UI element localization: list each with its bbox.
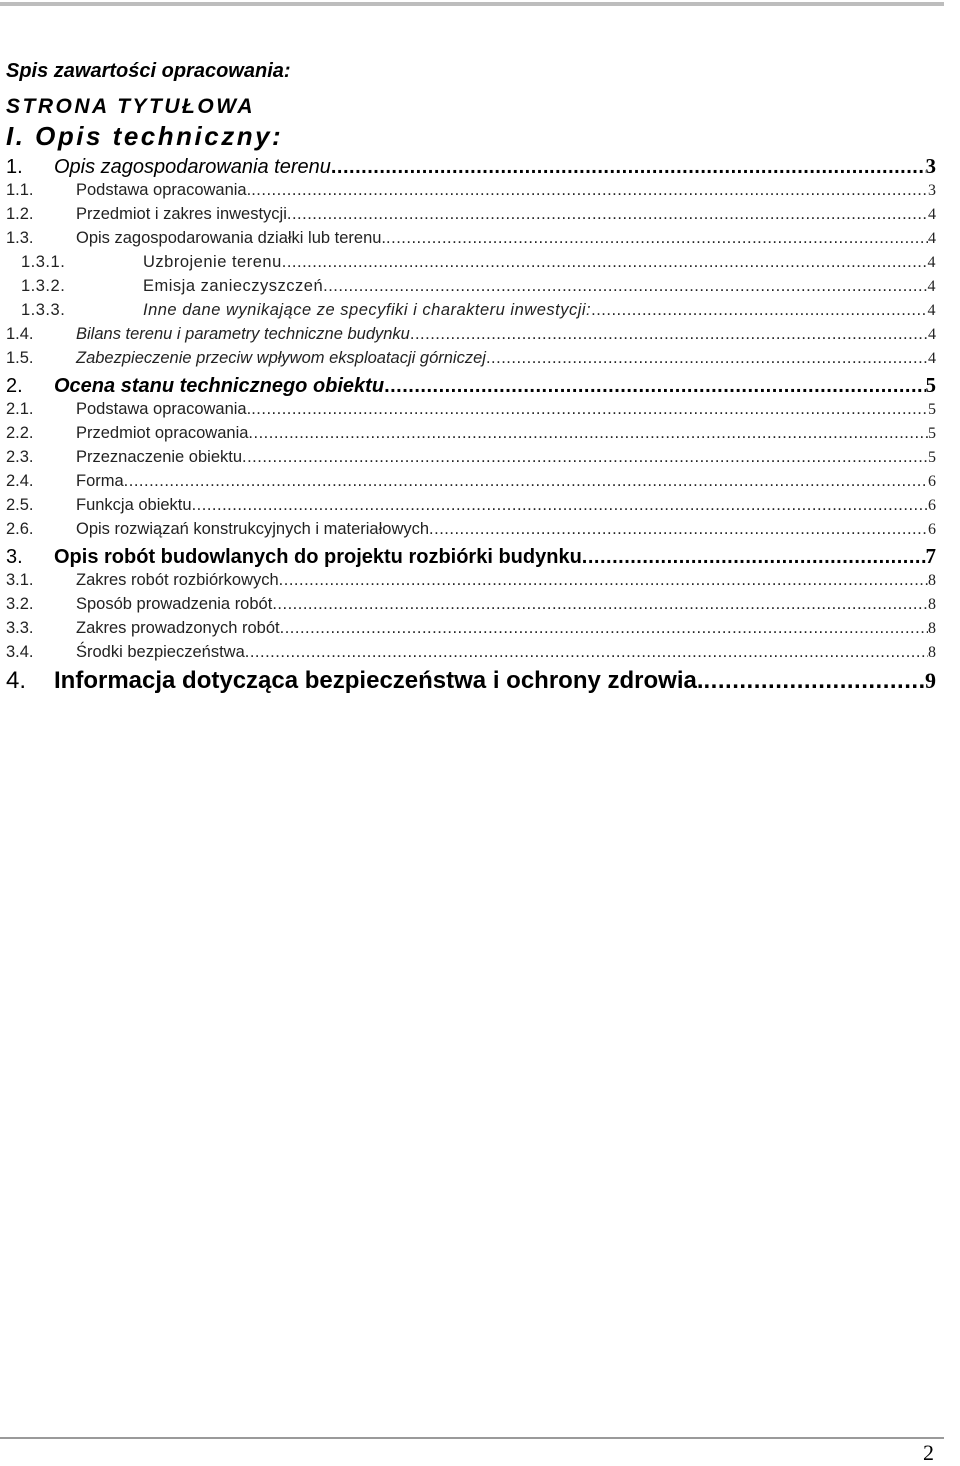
toc-entry[interactable] [6,373,936,400]
toc-entry-page: 4 [927,278,936,295]
toc-entry-page: 8 [928,620,936,637]
toc-entry-number: 3. [6,546,23,568]
toc-entry-title: Środki bezpieczeństwa [76,643,245,661]
toc-entry-title: Przedmiot opracowania [76,424,249,442]
toc-dot-leader [251,181,928,200]
toc-entry-number: 2.6. [6,520,34,538]
toc-entry-number: 3.3. [6,619,34,637]
toc-dot-leader [124,472,928,491]
toc-entry-page: 4 [928,206,936,223]
toc-dot-leader [384,375,925,398]
toc-dot-leader [287,205,928,224]
toc-entry-number: 1.5. [6,349,34,367]
toc-entry-number: 4. [6,667,27,694]
toc-entry-number: 2.1. [6,400,34,418]
toc-dot-leader [486,349,928,368]
toc-entry-number: 3.4. [6,643,34,661]
toc-entry-page: 6 [928,473,936,490]
toc-entry-title: Podstawa opracowania. [76,181,252,199]
toc-entry-title: Opis zagospodarowania terenu [54,156,331,178]
toc-entry[interactable] [6,520,936,544]
toc-entry-number: 1.3.3. [21,301,66,319]
toc-entry[interactable] [6,544,936,571]
toc-entry-page: 5 [925,373,936,397]
table-of-contents [6,154,936,699]
contents-heading: Spis zawartości opracowania: [6,60,291,82]
toc-entry[interactable] [6,154,936,181]
toc-entry-number: 2.5. [6,496,34,514]
toc-entry-title: Inne dane wynikające ze specyfiki i charakteru inwestycji: [143,301,592,319]
toc-entry-page: 3 [925,154,936,178]
page-number: 2 [923,1440,934,1465]
toc-dot-leader [272,595,928,614]
toc-entry-title: Informacja dotycząca bezpieczeństwa i ochrony zdrowia. [54,667,704,694]
toc-entry-number: 1.1. [6,181,34,199]
toc-entry[interactable] [6,277,936,301]
toc-entry-page: 4 [927,302,936,319]
toc-entry[interactable] [6,496,936,520]
toc-entry-title: Podstawa opracowania. [76,400,252,418]
toc-entry-page: 4 [928,230,936,247]
toc-entry-title: Zakres prowadzonych robót [76,619,280,637]
toc-entry[interactable] [6,595,936,619]
toc-dot-leader [245,643,928,662]
toc-entry-page: 4 [928,326,936,343]
toc-entry-number: 3.1. [6,571,34,589]
toc-entry-title: Opis robót budowlanych do projektu rozbiórki budynku [54,546,582,568]
toc-entry-number: 2. [6,375,23,397]
toc-dot-leader [323,277,927,296]
toc-entry-page: 6 [928,497,936,514]
toc-entry-title: Zakres robót rozbiórkowych [76,571,279,589]
toc-entry-number: 2.4. [6,472,34,490]
toc-entry-title: Funkcja obiektu [76,496,192,514]
toc-dot-leader [591,301,927,320]
toc-dot-leader [280,619,928,638]
toc-entry[interactable] [6,205,936,229]
section-heading: I. Opis techniczny: [6,121,284,151]
toc-entry[interactable] [6,472,936,496]
toc-entry[interactable] [6,643,936,667]
toc-entry-title: Ocena stanu technicznego obiektu [54,375,385,397]
toc-entry-page: 8 [928,596,936,613]
toc-entry[interactable] [6,181,936,205]
toc-entry[interactable] [6,619,936,643]
toc-entry-title: Emisja zanieczyszczeń [143,277,324,295]
toc-entry-number: 2.3. [6,448,34,466]
toc-entry[interactable] [6,571,936,595]
toc-entry-page: 6 [928,521,936,538]
bottom-rule [0,1437,944,1439]
toc-entry[interactable] [6,349,936,373]
toc-entry-number: 2.2. [6,424,34,442]
toc-entry-number: 1.2. [6,205,34,223]
toc-dot-leader [282,253,928,272]
toc-entry-title: Zabezpieczenie przeciw wpływom eksploatacji górniczej [76,349,486,367]
toc-entry[interactable] [6,424,936,448]
toc-dot-leader [582,546,926,569]
toc-entry-title: Opis zagospodarowania działki lub terenu. [76,229,387,247]
toc-entry-title: Opis rozwiązań konstrukcyjnych i materiałowych [76,520,430,538]
toc-entry[interactable] [6,253,936,277]
toc-entry-title: Przedmiot i zakres inwestycji [76,205,287,223]
toc-entry-page: 4 [927,254,936,271]
toc-entry-title: Bilans terenu i parametry techniczne budynku [76,325,410,343]
toc-entry[interactable] [6,400,936,424]
toc-entry-title: Przeznaczenie obiektu [76,448,243,466]
toc-entry-page: 3 [928,182,936,199]
toc-dot-leader [410,325,928,344]
toc-entry[interactable] [6,325,936,349]
toc-entry-page: 8 [928,644,936,661]
title-page-heading: STRONA TYTUŁOWA [6,95,256,118]
toc-entry-page: 5 [928,449,936,466]
toc-dot-leader [386,229,928,248]
toc-entry-page: 8 [928,572,936,589]
toc-entry-number: 1.3.1. [21,253,66,271]
toc-entry-number: 1.3.2. [21,277,66,295]
toc-entry-page: 5 [928,425,936,442]
toc-entry[interactable] [6,229,936,253]
toc-entry-number: 1. [6,156,23,178]
toc-dot-leader [251,400,928,419]
toc-entry-title: Uzbrojenie terenu [143,253,282,271]
toc-entry-page: 4 [928,350,936,367]
toc-entry-page: 5 [928,401,936,418]
toc-entry[interactable] [6,448,936,472]
toc-entry-title: Forma [76,472,124,490]
toc-dot-leader [279,571,928,590]
toc-entry-page: 7 [925,544,936,568]
toc-entry-title: Sposób prowadzenia robót [76,595,273,613]
toc-entry-page: 9 [925,668,936,693]
toc-entry-number: 1.4. [6,325,34,343]
toc-entry[interactable] [6,667,936,699]
toc-dot-leader [192,496,928,515]
toc-dot-leader [331,156,926,179]
toc-dot-leader [429,520,928,539]
toc-dot-leader [704,667,925,695]
top-rule [0,2,944,6]
toc-entry-number: 1.3. [6,229,34,247]
toc-dot-leader [248,424,928,443]
toc-dot-leader [242,448,928,467]
toc-entry-number: 3.2. [6,595,34,613]
toc-entry[interactable] [6,301,936,325]
